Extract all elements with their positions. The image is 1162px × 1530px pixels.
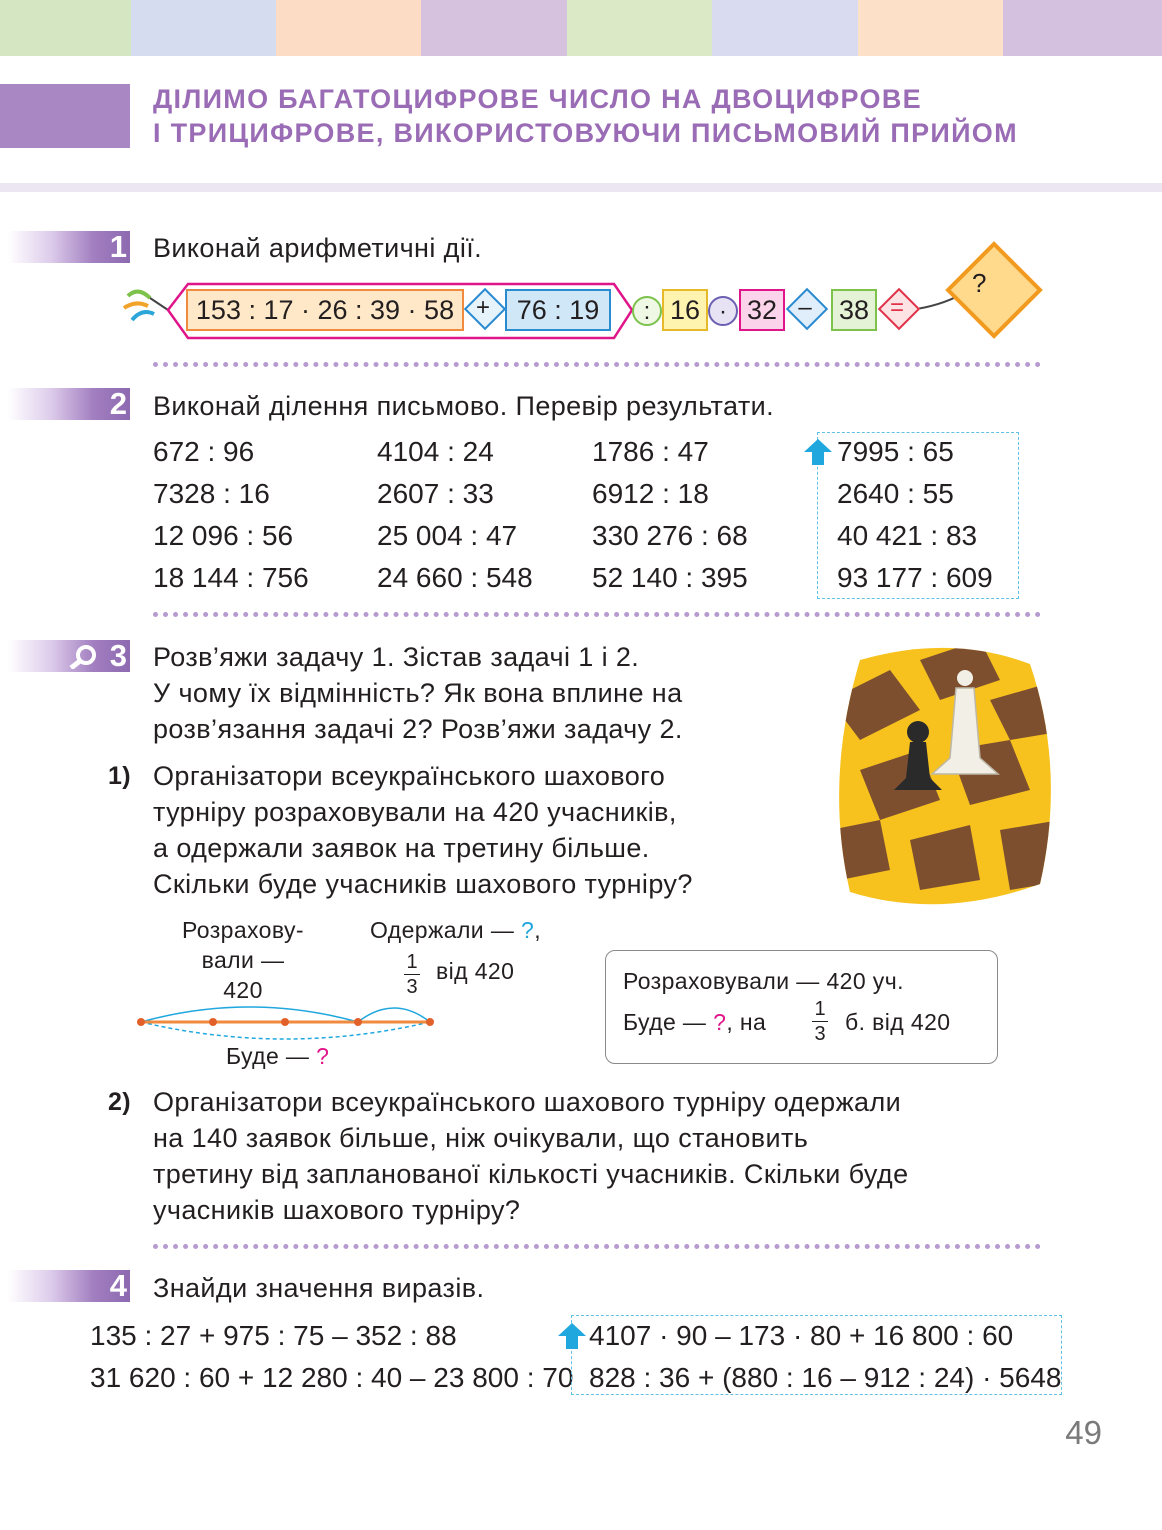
problem-1-text [153, 758, 693, 902]
notation-fraction [808, 997, 832, 1046]
page-number: 49 [1065, 1414, 1102, 1451]
task-2-column-3 [592, 431, 748, 599]
task-2-text: Виконай ділення письмово. Перевір результати. [153, 391, 774, 421]
division-item: 40 421 : 83 [837, 520, 978, 551]
expression-item: 4107 · 90 – 173 · 80 + 16 800 : 60 [589, 1320, 1014, 1351]
problem-line: на 140 заявок більше, ніж очікували, що становить [153, 1123, 809, 1153]
problem-line: учасників шахового турніру? [153, 1195, 521, 1225]
task-4-number: 4 [109, 1268, 127, 1303]
chain-expr-1: 153 : 17 · 26 : 39 · 58 [186, 289, 464, 331]
fraction-numerator: 1 [406, 951, 418, 973]
task-1-number: 1 [109, 229, 127, 264]
task-4-text: Знайди значення виразів. [153, 1273, 485, 1303]
notation-text: , на [726, 1009, 767, 1035]
expression-item: 135 : 27 + 975 : 75 – 352 : 88 [90, 1320, 457, 1351]
problem-line: а одержали заявок на третину більше. [153, 833, 650, 863]
problem-line: турніру розраховували на 420 учасників, [153, 797, 677, 827]
intro-line: У чому їх відмінність? Як вона вплине на [153, 678, 683, 708]
division-item: 672 : 96 [153, 436, 255, 467]
arrow-up-icon [803, 438, 833, 466]
problem-line: Організатори всеукраїнського шахового турніру одержали [153, 1087, 902, 1117]
magnifier-icon [66, 643, 102, 669]
divider-1 [153, 362, 1041, 367]
pawn-head [907, 721, 929, 743]
strip-1 [0, 0, 131, 56]
division-item: 1786 : 47 [592, 436, 709, 467]
division-item: 6912 : 18 [592, 478, 709, 509]
task-4-right-expressions [589, 1315, 1061, 1399]
notation-tail: б. від 420 [845, 1009, 951, 1035]
received-question: ? [521, 917, 535, 943]
problem-line: Організатори всеукраїнського шахового [153, 761, 666, 791]
division-item: 7328 : 16 [153, 478, 270, 509]
arrow-up-icon [557, 1322, 587, 1350]
problem-2-label: 2) [108, 1088, 132, 1116]
chain-op-equals: = [889, 294, 904, 321]
division-item: 4104 : 24 [377, 436, 494, 467]
segment-diagram [132, 1000, 442, 1046]
title-divider [0, 183, 1162, 192]
strip-4 [421, 0, 567, 56]
planned-line: 420 [223, 977, 263, 1003]
chain-expr-2: 76 : 19 [505, 289, 611, 331]
task-2-column-4 [837, 431, 993, 599]
diagram-planned-label [170, 915, 316, 1005]
task-1-text: Виконай арифметичні дії. [153, 233, 483, 263]
strip-3 [276, 0, 421, 56]
chain-value-1: 16 [662, 289, 708, 331]
strip-7 [858, 0, 1003, 56]
division-item: 330 276 : 68 [592, 520, 748, 551]
division-item: 18 144 : 756 [153, 562, 309, 593]
chain-value-3: 38 [831, 289, 877, 331]
chain-value-2: 32 [739, 289, 785, 331]
problem-line: третину від запланованої кількості учасників. Скільки буде [153, 1159, 909, 1189]
diagram-total-label [226, 1041, 329, 1071]
fraction-numerator: 1 [814, 998, 826, 1020]
diagram-from-label: від 420 [436, 958, 515, 984]
planned-line: вали — [201, 947, 285, 973]
task-4-tab [8, 1270, 130, 1302]
strip-8 [1003, 0, 1162, 56]
division-item: 2640 : 55 [837, 478, 954, 509]
title-line-1: ДІЛИМО БАГАТОЦИФРОВЕ ЧИСЛО НА ДВОЦИФРОВЕ [153, 84, 922, 114]
notation-question: ? [713, 1009, 727, 1035]
total-text: Буде — [226, 1043, 317, 1069]
diagram-received-label [370, 915, 541, 945]
strip-2 [131, 0, 276, 56]
task-2-tab [8, 388, 130, 420]
problem-1-label: 1) [108, 762, 132, 790]
expression-item: 828 : 36 + (880 : 16 – 912 : 24) · 5648 [589, 1362, 1062, 1393]
task-2-column-1 [153, 431, 309, 599]
lesson-title [153, 82, 1018, 150]
chain-op-plus: + [475, 294, 490, 321]
division-item: 2607 : 33 [377, 478, 494, 509]
intro-line: Розв’яжи задачу 1. Зістав задачі 1 і 2. [153, 642, 640, 672]
notation-line-2 [623, 1007, 766, 1037]
strip-6 [712, 0, 858, 56]
division-item: 12 096 : 56 [153, 520, 294, 551]
strip-5 [567, 0, 712, 56]
received-text: Одержали — [370, 917, 522, 943]
division-item: 52 140 : 395 [592, 562, 748, 593]
title-line-2: І ТРИЦИФРОВЕ, ВИКОРИСТОВУЮЧИ ПИСЬМОВИЙ ПРИЙОМ [153, 118, 1018, 148]
chain-result: ? [972, 268, 987, 298]
task-2-column-2 [377, 431, 533, 599]
problem-2-text [153, 1084, 909, 1228]
division-item: 25 004 : 47 [377, 520, 518, 551]
division-item: 93 177 : 609 [837, 562, 993, 593]
division-item: 7995 : 65 [837, 436, 954, 467]
division-item: 24 660 : 548 [377, 562, 533, 593]
chain-op-divide: : [632, 296, 662, 326]
received-comma: , [534, 917, 542, 943]
fraction-denominator: 3 [814, 1023, 826, 1045]
title-accent-bar [0, 84, 130, 148]
task-3-tab [8, 640, 130, 672]
planned-line: Розрахову- [182, 917, 304, 943]
intro-line: розв’язання задачі 2? Розв’яжи задачу 2. [153, 714, 683, 744]
fraction-denominator: 3 [406, 976, 418, 998]
divider-2 [153, 612, 1041, 617]
total-question: ? [316, 1043, 330, 1069]
task-2-number: 2 [109, 386, 127, 421]
expression-item: 31 620 : 60 + 12 280 : 40 – 23 800 : 70 [90, 1362, 574, 1393]
problem-line: Скільки буде учасників шахового турніру? [153, 869, 693, 899]
divider-3 [153, 1244, 1041, 1249]
chain-op-multiply: · [708, 296, 738, 326]
task-3-number: 3 [109, 638, 127, 673]
notation-line-1: Розраховували — 420 уч. [623, 968, 904, 994]
diagram-fraction [400, 950, 424, 999]
chess-illustration [830, 640, 1055, 910]
chain-op-minus: – [798, 294, 812, 321]
task-4-left-expressions [90, 1315, 573, 1399]
notation-text: Буде — [623, 1009, 714, 1035]
task-3-intro [153, 639, 683, 747]
